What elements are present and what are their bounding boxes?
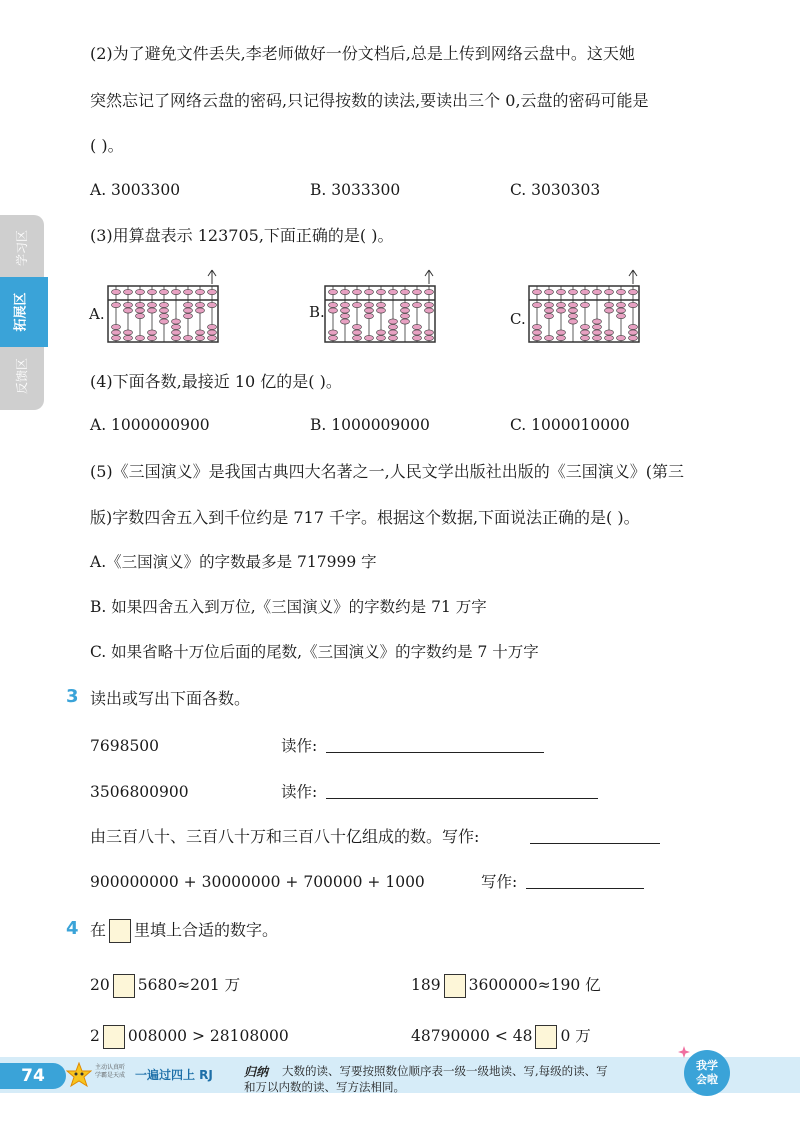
abacus-bead	[124, 308, 133, 313]
side-tab-feedback[interactable]: 反馈区	[14, 357, 29, 395]
abacus-bead	[617, 289, 626, 294]
q2-option-c: C. 3030303	[510, 181, 601, 199]
abacus-bead	[593, 324, 602, 329]
abacus-bead	[413, 302, 422, 307]
abacus-bead	[401, 302, 410, 307]
abacus-bead	[605, 335, 614, 340]
abacus-bead	[365, 335, 374, 340]
abacus-bead	[148, 335, 157, 340]
q5-line2: 版)字数四舍五入到千位约是 717 千字。根据这个数据,下面说法正确的是( )。	[90, 508, 640, 527]
s4-problem-2: 189 3600000≈190 亿	[411, 974, 601, 998]
q2-line1: (2)为了避免文件丢失,李老师做好一份文档后,总是上传到网络云盘中。这天她	[90, 44, 635, 63]
abacus-bead	[593, 330, 602, 335]
abacus-bead	[581, 289, 590, 294]
abacus-bead	[401, 313, 410, 318]
abacus-bead	[425, 330, 434, 335]
abacus-bead	[425, 308, 434, 313]
abacus-bead	[545, 302, 554, 307]
abacus-bead	[377, 308, 386, 313]
abacus-bead	[160, 319, 169, 324]
abacus-bead	[148, 330, 157, 335]
abacus-bead	[341, 308, 350, 313]
abacus-bead	[413, 324, 422, 329]
abacus-bead	[148, 308, 157, 313]
sparkle-icon	[678, 1046, 690, 1058]
abacus-a	[104, 268, 222, 348]
abacus-b-label: B.	[309, 303, 325, 321]
s4-title-pre: 在	[90, 920, 107, 940]
abacus-bead	[425, 335, 434, 340]
abacus-bead	[377, 289, 386, 294]
abacus-bead	[208, 289, 217, 294]
abacus-bead	[148, 302, 157, 307]
q5-option-b: B. 如果四舍五入到万位,《三国演义》的字数约是 71 万字	[90, 598, 487, 616]
side-tab-study[interactable]: 学习区	[14, 229, 29, 267]
abacus-bead	[389, 319, 398, 324]
section-4-number: 4	[66, 918, 79, 939]
section-3-title: 读出或写出下面各数。	[90, 689, 251, 708]
abacus-bead	[365, 308, 374, 313]
abacus-bead	[629, 335, 638, 340]
abacus-bead	[124, 330, 133, 335]
abacus-bead	[172, 289, 181, 294]
abacus-bead	[365, 289, 374, 294]
s3-row2-label: 读作:	[281, 783, 318, 801]
abacus-bead	[533, 330, 542, 335]
abacus-bead	[136, 289, 145, 294]
abacus-bead	[112, 289, 121, 294]
abacus-bead	[196, 330, 205, 335]
abacus-bead	[545, 335, 554, 340]
abacus-bead	[425, 289, 434, 294]
q4-option-c: C. 1000010000	[510, 416, 630, 434]
s4-title-box	[109, 919, 131, 943]
q2-option-a: A. 3003300	[90, 181, 181, 199]
q5-line1: (5)《三国演义》是我国古典四大名著之一,人民文学出版社出版的《三国演义》(第三	[90, 462, 684, 481]
abacus-bead	[353, 330, 362, 335]
page-number: 74	[0, 1063, 66, 1089]
abacus-bead	[605, 302, 614, 307]
abacus-bead	[569, 302, 578, 307]
abacus-bead	[389, 335, 398, 340]
s3-row4-answer-line[interactable]	[526, 872, 644, 889]
abacus-bead	[569, 313, 578, 318]
abacus-bead	[172, 330, 181, 335]
s3-row2-number: 3506800900	[90, 783, 189, 801]
s4-p4-box[interactable]	[535, 1025, 557, 1049]
abacus-bead	[581, 330, 590, 335]
q2-line2: 突然忘记了网络云盘的密码,只记得按数的读法,要读出三个 0,云盘的密码可能是	[90, 91, 649, 110]
abacus-c	[525, 268, 643, 348]
abacus-bead	[208, 335, 217, 340]
abacus-bead	[413, 330, 422, 335]
abacus-bead	[341, 319, 350, 324]
abacus-bead	[425, 302, 434, 307]
s3-row3-text: 由三百八十、三百八十万和三百八十亿组成的数。写作:	[90, 827, 480, 846]
abacus-bead	[545, 313, 554, 318]
abacus-bead	[329, 308, 338, 313]
abacus-bead	[136, 313, 145, 318]
abacus-bead	[208, 302, 217, 307]
abacus-bead	[593, 335, 602, 340]
abacus-bead	[377, 302, 386, 307]
abacus-bead	[160, 302, 169, 307]
abacus-bead	[160, 289, 169, 294]
abacus-c-label: C.	[510, 310, 526, 328]
abacus-bead	[112, 335, 121, 340]
s4-title-post: 里填上合适的数字。	[134, 920, 279, 940]
abacus-bead	[196, 289, 205, 294]
abacus-b	[321, 268, 439, 348]
abacus-bead	[401, 289, 410, 294]
abacus-bead	[329, 335, 338, 340]
abacus-bead	[617, 308, 626, 313]
abacus-bead	[341, 302, 350, 307]
s4-p3-box[interactable]	[103, 1025, 125, 1049]
q4-text: (4)下面各数,最接近 10 亿的是( )。	[90, 372, 342, 391]
units-arrow-icon	[208, 270, 216, 284]
s4-problem-1: 20 5680≈201 万	[90, 974, 240, 998]
s3-row1-label: 读作:	[281, 737, 318, 755]
abacus-bead	[160, 313, 169, 318]
abacus-bead	[557, 330, 566, 335]
abacus-bead	[124, 289, 133, 294]
abacus-bead	[605, 308, 614, 313]
abacus-bead	[196, 308, 205, 313]
abacus-bead	[593, 289, 602, 294]
s3-row1-number: 7698500	[90, 737, 160, 755]
abacus-bead	[557, 302, 566, 307]
abacus-bead	[112, 330, 121, 335]
summary-label: 归纳	[244, 1065, 269, 1079]
abacus-bead	[172, 335, 181, 340]
abacus-bead	[389, 330, 398, 335]
abacus-bead	[401, 308, 410, 313]
abacus-bead	[136, 308, 145, 313]
abacus-bead	[208, 324, 217, 329]
section-4-title	[90, 919, 278, 943]
abacus-bead	[581, 302, 590, 307]
abacus-bead	[605, 289, 614, 294]
abacus-bead	[569, 319, 578, 324]
abacus-bead	[605, 330, 614, 335]
abacus-bead	[208, 330, 217, 335]
abacus-bead	[184, 308, 193, 313]
q2-option-b: B. 3033300	[310, 181, 401, 199]
abacus-bead	[353, 289, 362, 294]
abacus-bead	[413, 289, 422, 294]
abacus-bead	[184, 313, 193, 318]
s4-p1-box[interactable]	[113, 974, 135, 998]
abacus-bead	[172, 319, 181, 324]
abacus-bead	[196, 335, 205, 340]
abacus-bead	[617, 313, 626, 318]
abacus-bead	[329, 289, 338, 294]
abacus-bead	[533, 289, 542, 294]
abacus-bead	[341, 289, 350, 294]
abacus-bead	[353, 335, 362, 340]
abacus-bead	[136, 302, 145, 307]
abacus-bead	[569, 289, 578, 294]
abacus-bead	[184, 289, 193, 294]
abacus-bead	[148, 289, 157, 294]
abacus-bead	[136, 335, 145, 340]
abacus-bead	[629, 289, 638, 294]
s3-row2-answer-line[interactable]	[326, 782, 598, 799]
s3-row1-answer-line[interactable]	[326, 736, 544, 753]
q5-option-c: C. 如果省略十万位后面的尾数,《三国演义》的字数约是 7 十万字	[90, 643, 539, 661]
abacus-bead	[533, 324, 542, 329]
brand-name: 一遍过四上 RJ	[135, 1068, 213, 1082]
q4-option-a: A. 1000000900	[90, 416, 210, 434]
abacus-bead	[389, 324, 398, 329]
abacus-bead	[124, 335, 133, 340]
q4-option-b: B. 1000009000	[310, 416, 430, 434]
abacus-bead	[629, 324, 638, 329]
abacus-bead	[617, 335, 626, 340]
learned-badge: 我学 会啦	[684, 1050, 730, 1096]
abacus-a-label: A.	[89, 305, 105, 323]
abacus-bead	[184, 335, 193, 340]
star-mascot-icon	[66, 1062, 92, 1088]
abacus-bead	[533, 302, 542, 307]
abacus-bead	[617, 302, 626, 307]
abacus-bead	[545, 308, 554, 313]
abacus-bead	[629, 330, 638, 335]
abacus-bead	[557, 308, 566, 313]
abacus-bead	[413, 335, 422, 340]
abacus-bead	[581, 335, 590, 340]
abacus-bead	[569, 308, 578, 313]
s4-problem-3: 2 008000 > 28108000	[90, 1025, 289, 1049]
s3-row3-answer-line[interactable]	[530, 827, 660, 844]
abacus-bead	[557, 335, 566, 340]
abacus-bead	[353, 302, 362, 307]
abacus-bead	[112, 302, 121, 307]
section-3-number: 3	[66, 686, 79, 707]
abacus-bead	[545, 289, 554, 294]
abacus-bead	[172, 324, 181, 329]
s3-row4-expression: 900000000 + 30000000 + 700000 + 1000	[90, 873, 425, 891]
abacus-bead	[353, 324, 362, 329]
abacus-bead	[581, 324, 590, 329]
abacus-bead	[365, 313, 374, 318]
summary-line2: 和万以内数的读、写方法相同。	[244, 1080, 405, 1094]
abacus-bead	[377, 335, 386, 340]
abacus-bead	[401, 319, 410, 324]
abacus-bead	[557, 289, 566, 294]
abacus-bead	[112, 324, 121, 329]
abacus-bead	[329, 302, 338, 307]
abacus-bead	[124, 302, 133, 307]
summary-line1: 大数的读、写要按照数位顺序表一级一级地读、写,每级的读、写	[282, 1064, 608, 1078]
abacus-bead	[593, 319, 602, 324]
abacus-bead	[365, 302, 374, 307]
abacus-bead	[184, 302, 193, 307]
brand-small: 主动认真听 学霸是天成	[95, 1064, 126, 1079]
units-arrow-icon	[425, 270, 433, 284]
abacus-bead	[329, 330, 338, 335]
abacus-bead	[341, 313, 350, 318]
abacus-bead	[533, 335, 542, 340]
abacus-bead	[196, 302, 205, 307]
side-tab-expand[interactable]: 拓展区	[13, 292, 29, 332]
units-arrow-icon	[629, 270, 637, 284]
q2-line3: ( )。	[90, 136, 124, 155]
abacus-bead	[377, 330, 386, 335]
abacus-bead	[160, 308, 169, 313]
q3-text: (3)用算盘表示 123705,下面正确的是( )。	[90, 226, 394, 245]
s4-p2-box[interactable]	[444, 974, 466, 998]
q5-option-a: A.《三国演义》的字数最多是 717999 字	[90, 553, 377, 571]
s4-problem-4: 48790000 < 48 0 万	[411, 1025, 591, 1049]
abacus-bead	[389, 289, 398, 294]
s3-row4-label: 写作:	[481, 873, 518, 891]
abacus-bead	[629, 302, 638, 307]
